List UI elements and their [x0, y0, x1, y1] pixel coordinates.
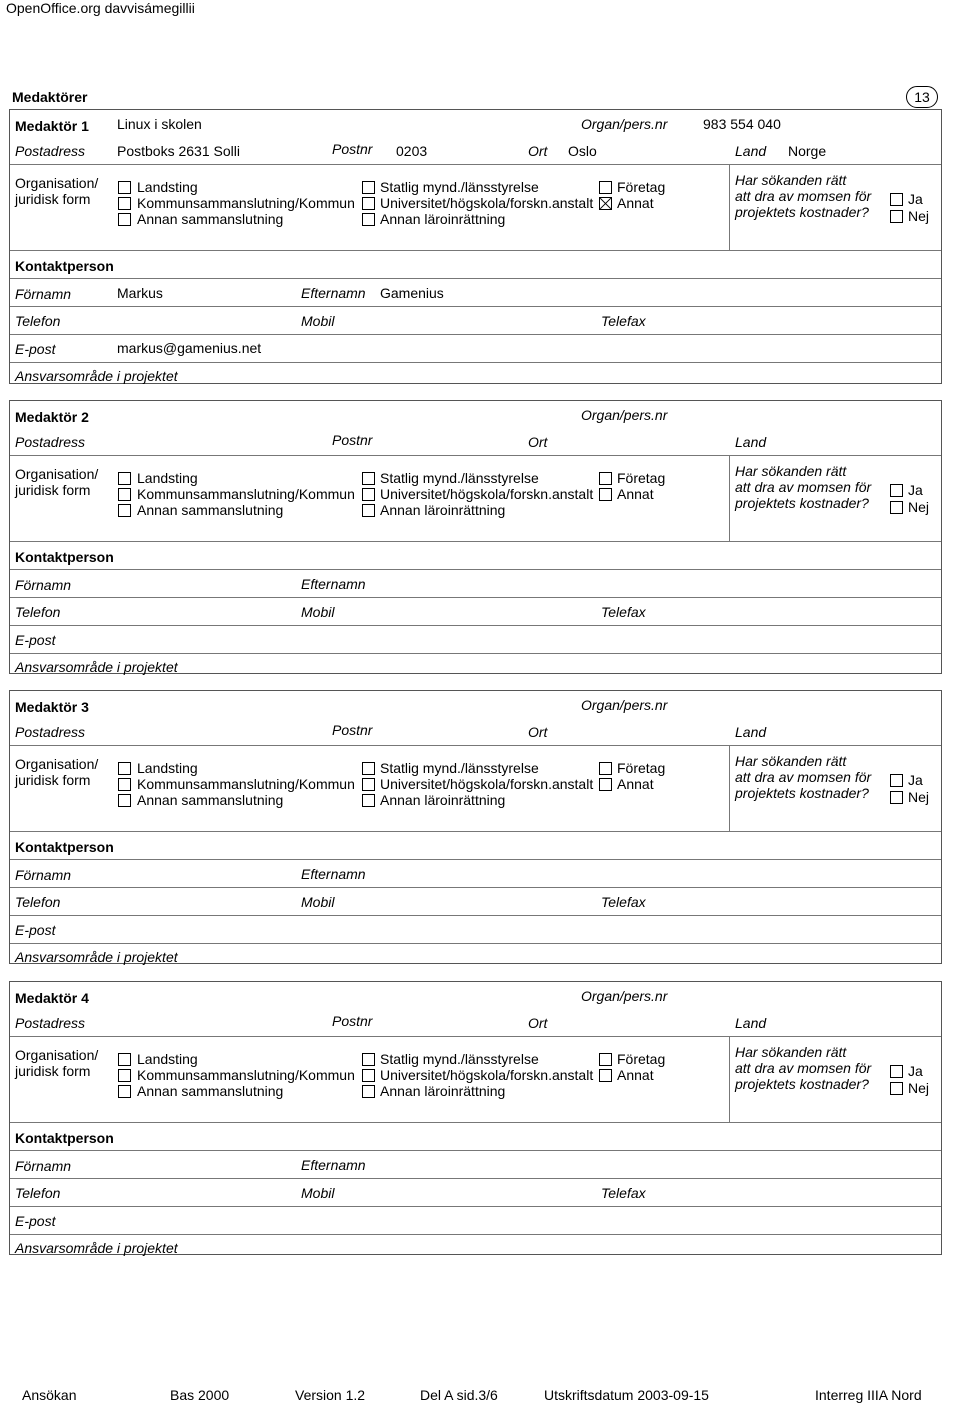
postadress-label: Postadress	[15, 724, 86, 740]
kommun-label: Kommunsammanslutning/Kommun	[137, 776, 355, 792]
org-nr-label: Organ/pers.nr	[581, 988, 668, 1004]
telefax-label: Telefax	[601, 604, 646, 620]
mobil-label: Mobil	[301, 894, 335, 910]
land-label: Land	[735, 143, 767, 159]
foretag-checkbox[interactable]	[599, 762, 612, 775]
land-label: Land	[735, 724, 767, 740]
annan-sammanslutning-checkbox[interactable]	[118, 794, 131, 807]
statlig-label: Statlig mynd./länsstyrelse	[380, 470, 539, 486]
ansvar-label: Ansvarsområde i projektet	[15, 949, 178, 965]
annan-laroinrattning-checkbox[interactable]	[362, 794, 375, 807]
ort-value[interactable]: Oslo	[568, 143, 597, 159]
telefax-label: Telefax	[601, 313, 646, 329]
statlig-checkbox[interactable]	[362, 472, 375, 485]
footer-ansokan: Ansökan	[22, 1387, 77, 1403]
vat-question-line2: att dra av momsen för	[735, 188, 872, 204]
foretag-label: Företag	[617, 179, 666, 195]
vat-question-line1: Har sökanden rätt	[735, 753, 847, 769]
kontaktperson-heading: Kontaktperson	[15, 1130, 114, 1146]
landsting-label: Landsting	[137, 760, 198, 776]
epost-label: E-post	[15, 1213, 56, 1229]
vat-ja-checkbox[interactable]	[890, 193, 903, 206]
footer-del: Del A sid.3/6	[420, 1387, 498, 1403]
juridisk-form-label: juridisk form	[15, 482, 91, 498]
vat-ja-label: Ja	[908, 772, 923, 788]
vat-ja-checkbox[interactable]	[890, 1065, 903, 1078]
site-header: OpenOffice.org davvisámegillii	[6, 0, 195, 16]
land-label: Land	[735, 1015, 767, 1031]
telefon-label: Telefon	[15, 604, 61, 620]
vat-question-line1: Har sökanden rätt	[735, 1044, 847, 1060]
landsting-checkbox[interactable]	[118, 472, 131, 485]
vat-question-line3: projektets kostnader?	[735, 785, 869, 801]
kontaktperson-heading: Kontaktperson	[15, 258, 114, 274]
vat-nej-label: Nej	[908, 1080, 930, 1096]
epost-label: E-post	[15, 922, 56, 938]
vat-question-line3: projektets kostnader?	[735, 495, 869, 511]
vat-question-line2: att dra av momsen för	[735, 479, 872, 495]
vat-ja-label: Ja	[908, 482, 923, 498]
annan-laroinrattning-label: Annan läroinrättning	[380, 1083, 506, 1099]
annan-laroinrattning-label: Annan läroinrättning	[380, 502, 506, 518]
kommun-checkbox[interactable]	[118, 488, 131, 501]
postadress-label: Postadress	[15, 434, 86, 450]
vat-nej-checkbox[interactable]	[890, 1082, 903, 1095]
landsting-label: Landsting	[137, 179, 198, 195]
juridisk-form-label: juridisk form	[15, 191, 91, 207]
kommun-checkbox[interactable]	[118, 778, 131, 791]
kommun-checkbox[interactable]	[118, 197, 131, 210]
statlig-checkbox[interactable]	[362, 181, 375, 194]
landsting-label: Landsting	[137, 470, 198, 486]
annat-checkbox[interactable]	[599, 197, 612, 210]
ort-label: Ort	[528, 724, 548, 740]
annan-sammanslutning-label: Annan sammanslutning	[137, 1083, 284, 1099]
annan-laroinrattning-checkbox[interactable]	[362, 504, 375, 517]
efternamn-value[interactable]: Gamenius	[380, 285, 444, 301]
statlig-checkbox[interactable]	[362, 1053, 375, 1066]
vat-nej-label: Nej	[908, 789, 930, 805]
organisation-label: Organisation/	[15, 1047, 99, 1063]
kommun-label: Kommunsammanslutning/Kommun	[137, 195, 355, 211]
mobil-label: Mobil	[301, 313, 335, 329]
epost-value[interactable]: markus@gamenius.net	[117, 340, 262, 356]
efternamn-label: Efternamn	[301, 285, 366, 301]
universitet-checkbox[interactable]	[362, 488, 375, 501]
postnr-label: Postnr	[332, 432, 373, 448]
universitet-checkbox[interactable]	[362, 778, 375, 791]
universitet-label: Universitet/högskola/forskn.anstalt	[380, 486, 594, 502]
land-label: Land	[735, 434, 767, 450]
foretag-label: Företag	[617, 470, 666, 486]
annan-sammanslutning-label: Annan sammanslutning	[137, 502, 284, 518]
ort-label: Ort	[528, 143, 548, 159]
postnr-label: Postnr	[332, 141, 373, 157]
kontaktperson-heading: Kontaktperson	[15, 549, 114, 565]
foretag-checkbox[interactable]	[599, 181, 612, 194]
actor-name[interactable]: Linux i skolen	[117, 116, 202, 132]
foretag-label: Företag	[617, 1051, 666, 1067]
footer-bas: Bas 2000	[170, 1387, 230, 1403]
land-value[interactable]: Norge	[788, 143, 827, 159]
actor-block-2	[9, 400, 942, 674]
ort-label: Ort	[528, 1015, 548, 1031]
annan-sammanslutning-label: Annan sammanslutning	[137, 792, 284, 808]
statlig-checkbox[interactable]	[362, 762, 375, 775]
annan-laroinrattning-label: Annan läroinrättning	[380, 792, 506, 808]
postnr-value[interactable]: 0203	[396, 143, 428, 159]
postnr-label: Postnr	[332, 1013, 373, 1029]
annat-checkbox[interactable]	[599, 488, 612, 501]
org-nr-label: Organ/pers.nr	[581, 116, 668, 132]
statlig-label: Statlig mynd./länsstyrelse	[380, 1051, 539, 1067]
actor-block-4	[9, 981, 942, 1255]
fornamn-label: Förnamn	[15, 1158, 72, 1174]
footer-program: Interreg IIIA Nord	[815, 1387, 922, 1403]
vat-ja-label: Ja	[908, 1063, 923, 1079]
kommun-checkbox[interactable]	[118, 1069, 131, 1082]
telefax-label: Telefax	[601, 894, 646, 910]
annan-laroinrattning-checkbox[interactable]	[362, 213, 375, 226]
telefon-label: Telefon	[15, 313, 61, 329]
annat-label: Annat	[617, 1067, 654, 1083]
ansvar-label: Ansvarsområde i projektet	[15, 1240, 178, 1256]
org-nr-label: Organ/pers.nr	[581, 407, 668, 423]
postadress-value[interactable]: Postboks 2631 Solli	[117, 143, 240, 159]
annat-checkbox[interactable]	[599, 1069, 612, 1082]
mobil-label: Mobil	[301, 1185, 335, 1201]
footer-version: Version 1.2	[295, 1387, 366, 1403]
vat-nej-checkbox[interactable]	[890, 501, 903, 514]
postadress-label: Postadress	[15, 1015, 86, 1031]
vat-nej-checkbox[interactable]	[890, 791, 903, 804]
annan-laroinrattning-label: Annan läroinrättning	[380, 211, 506, 227]
telefon-label: Telefon	[15, 894, 61, 910]
universitet-checkbox[interactable]	[362, 1069, 375, 1082]
universitet-label: Universitet/högskola/forskn.anstalt	[380, 195, 594, 211]
postadress-label: Postadress	[15, 143, 86, 159]
org-nr-label: Organ/pers.nr	[581, 697, 668, 713]
vat-question-line3: projektets kostnader?	[735, 1076, 869, 1092]
vat-question-line3: projektets kostnader?	[735, 204, 869, 220]
annan-sammanslutning-checkbox[interactable]	[118, 504, 131, 517]
foretag-checkbox[interactable]	[599, 472, 612, 485]
landsting-checkbox[interactable]	[118, 181, 131, 194]
efternamn-label: Efternamn	[301, 1157, 366, 1173]
universitet-checkbox[interactable]	[362, 197, 375, 210]
mobil-label: Mobil	[301, 604, 335, 620]
kontaktperson-heading: Kontaktperson	[15, 839, 114, 855]
vat-ja-checkbox[interactable]	[890, 484, 903, 497]
vat-nej-checkbox[interactable]	[890, 210, 903, 223]
efternamn-label: Efternamn	[301, 576, 366, 592]
actor-heading: Medaktör 4	[15, 990, 89, 1006]
landsting-checkbox[interactable]	[118, 762, 131, 775]
ort-label: Ort	[528, 434, 548, 450]
vat-question-line2: att dra av momsen för	[735, 1060, 872, 1076]
vat-question-line1: Har sökanden rätt	[735, 172, 847, 188]
annat-label: Annat	[617, 195, 654, 211]
annan-laroinrattning-checkbox[interactable]	[362, 1085, 375, 1098]
annan-sammanslutning-checkbox[interactable]	[118, 213, 131, 226]
juridisk-form-label: juridisk form	[15, 772, 91, 788]
vat-ja-label: Ja	[908, 191, 923, 207]
universitet-label: Universitet/högskola/forskn.anstalt	[380, 776, 594, 792]
foretag-label: Företag	[617, 760, 666, 776]
telefax-label: Telefax	[601, 1185, 646, 1201]
footer-utskrift: Utskriftsdatum 2003-09-15	[544, 1387, 709, 1403]
vat-question-line2: att dra av momsen för	[735, 769, 872, 785]
juridisk-form-label: juridisk form	[15, 1063, 91, 1079]
statlig-label: Statlig mynd./länsstyrelse	[380, 179, 539, 195]
ansvar-label: Ansvarsområde i projektet	[15, 659, 178, 675]
annat-checkbox[interactable]	[599, 778, 612, 791]
page-title: Medaktörer	[12, 89, 88, 105]
fornamn-value[interactable]: Markus	[117, 285, 163, 301]
vat-nej-label: Nej	[908, 499, 930, 515]
annat-label: Annat	[617, 486, 654, 502]
vat-ja-checkbox[interactable]	[890, 774, 903, 787]
fornamn-label: Förnamn	[15, 286, 72, 302]
landsting-checkbox[interactable]	[118, 1053, 131, 1066]
actor-heading: Medaktör 3	[15, 699, 89, 715]
annan-sammanslutning-checkbox[interactable]	[118, 1085, 131, 1098]
vat-question-line1: Har sökanden rätt	[735, 463, 847, 479]
organisation-label: Organisation/	[15, 175, 99, 191]
foretag-checkbox[interactable]	[599, 1053, 612, 1066]
annan-sammanslutning-label: Annan sammanslutning	[137, 211, 284, 227]
kommun-label: Kommunsammanslutning/Kommun	[137, 1067, 355, 1083]
fornamn-label: Förnamn	[15, 577, 72, 593]
actor-block-1	[9, 109, 942, 384]
actor-block-3	[9, 690, 942, 964]
page-number: 13	[906, 86, 938, 108]
universitet-label: Universitet/högskola/forskn.anstalt	[380, 1067, 594, 1083]
efternamn-label: Efternamn	[301, 866, 366, 882]
ansvar-label: Ansvarsområde i projektet	[15, 368, 178, 384]
org-nr-value[interactable]: 983 554 040	[703, 116, 781, 132]
actor-heading: Medaktör 1	[15, 118, 89, 134]
actor-heading: Medaktör 2	[15, 409, 89, 425]
fornamn-label: Förnamn	[15, 867, 72, 883]
postnr-label: Postnr	[332, 722, 373, 738]
statlig-label: Statlig mynd./länsstyrelse	[380, 760, 539, 776]
landsting-label: Landsting	[137, 1051, 198, 1067]
organisation-label: Organisation/	[15, 756, 99, 772]
annat-label: Annat	[617, 776, 654, 792]
organisation-label: Organisation/	[15, 466, 99, 482]
epost-label: E-post	[15, 341, 56, 357]
kommun-label: Kommunsammanslutning/Kommun	[137, 486, 355, 502]
telefon-label: Telefon	[15, 1185, 61, 1201]
epost-label: E-post	[15, 632, 56, 648]
vat-nej-label: Nej	[908, 208, 930, 224]
